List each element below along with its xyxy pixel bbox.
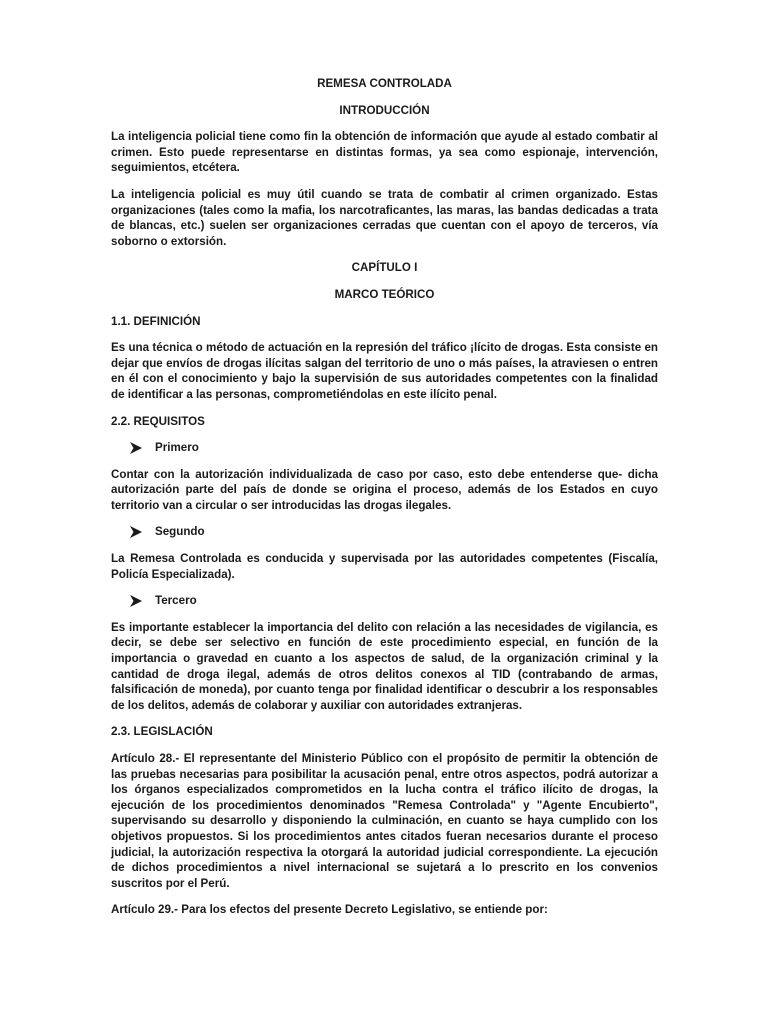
article-28-text: El representante del Ministerio Público con el propósito de permitir la obtención de las pruebas necesarias para posibilitar la acusación penal, entre otros aspectos, podrá autorizar a los órganos especializados comprometidos en la lucha contra el tráfico ilícito de drogas, la ejecución de los procedimientos denominados "Remesa Controlada" y "Agente Encubierto", supervisando su desarrollo y disponiendo la culminación, en cuanto se haya cumplido con los objetivos propuestos. Si los procedimientos antes citados fueran necesarios durante el proceso judicial, la autorización respectiva la otorgará la autoridad judicial correspondiente. La ejecución de dichos procedimientos a nivel internacional se sujetará a lo prescrito en los convenios suscritos por el Perú. [111, 752, 658, 890]
requirement-2-paragraph: La Remesa Controlada es conducida y supervisada por las autoridades competentes (Fiscalía, Policía Especializada). [111, 552, 658, 581]
requirement-3-paragraph: Es importante establecer la importancia del delito con relación a las necesidades de vigilancia, es decir, se debe ser selectivo en función de este procedimiento especial, en función de la importancia o gravedad en cuanto a los aspectos de salud, de la organización criminal y la cantidad de droga ilegal, además de otros delitos conexos al TID (contrabando de armas, falsificación de moneda), por cuanto tenga por finalidad identificar o descubrir a los responsables de los delitos, además de colaborar y auxiliar con autoridades extranjeras. [111, 620, 658, 712]
bullet-label: Primero [155, 441, 199, 455]
document-page [111, 72, 658, 929]
bullet-item-primero [129, 440, 658, 456]
bullet-label: Tercero [155, 594, 197, 608]
section-requirements-heading: 2.2. REQUISITOS [111, 414, 205, 428]
definition-paragraph: Es una técnica o método de actuación en la represión del tráfico ¡lícito de drogas. Esta consiste en dejar que envíos de drogas ilícitas salgan del territorio de uno o más países, la atraviesen o entren en él con el conocimiento y bajo la supervisión de sus autoridades competentes con la finalidad de identificar a las personas, comprometiéndolas en este ilícito penal. [111, 341, 658, 401]
article-28-label: Artículo 28.- [111, 752, 180, 765]
arrowhead-bullet-icon [129, 442, 143, 454]
article-28-paragraph [111, 751, 658, 891]
arrowhead-bullet-icon [129, 526, 143, 538]
bullet-label: Segundo [155, 525, 205, 539]
section-legislation-heading: 2.3. LEGISLACIÓN [111, 725, 213, 739]
article-29-paragraph [111, 902, 658, 918]
article-29-label: Artículo 29.- [111, 903, 178, 917]
article-29-text: Para los efectos del presente Decreto Legislativo, se entiende por: [178, 903, 548, 917]
arrowhead-bullet-icon [129, 595, 143, 607]
chapter-label: CAPÍTULO I [351, 261, 418, 275]
chapter-title: MARCO TEÓRICO [334, 287, 435, 301]
requirement-1-paragraph: Contar con la autorización individualizada de caso por caso, esto debe entenderse que- dicha autorización parte del país de donde se origina el proceso, además de los Estados en cuyo territorio van a circular o ser introducidas las drogas ilegales. [111, 467, 658, 512]
intro-heading: INTRODUCCIÓN [339, 103, 430, 117]
bullet-item-tercero [129, 593, 658, 609]
intro-paragraph-2: La inteligencia policial es muy útil cuando se trata de combatir al crimen organizado. Estas organizaciones (tales como la mafia, los narcotraficantes, las maras, las bandas dedicadas a trata de blancas, etc.) suelen ser organizaciones cerradas que cuentan con el apoyo de terceros, vía soborno o extorsión. [111, 187, 658, 248]
intro-paragraph-1: La inteligencia policial tiene como fin la obtención de información que ayude al estado combatir al crimen. Esto puede representarse en distintas formas, ya sea como espionaje, intervención, seguimientos, etcétera. [111, 130, 658, 175]
bullet-item-segundo [129, 524, 658, 540]
section-definition-heading: 1.1. DEFINICIÓN [111, 314, 201, 328]
document-title: REMESA CONTROLADA [317, 77, 452, 90]
